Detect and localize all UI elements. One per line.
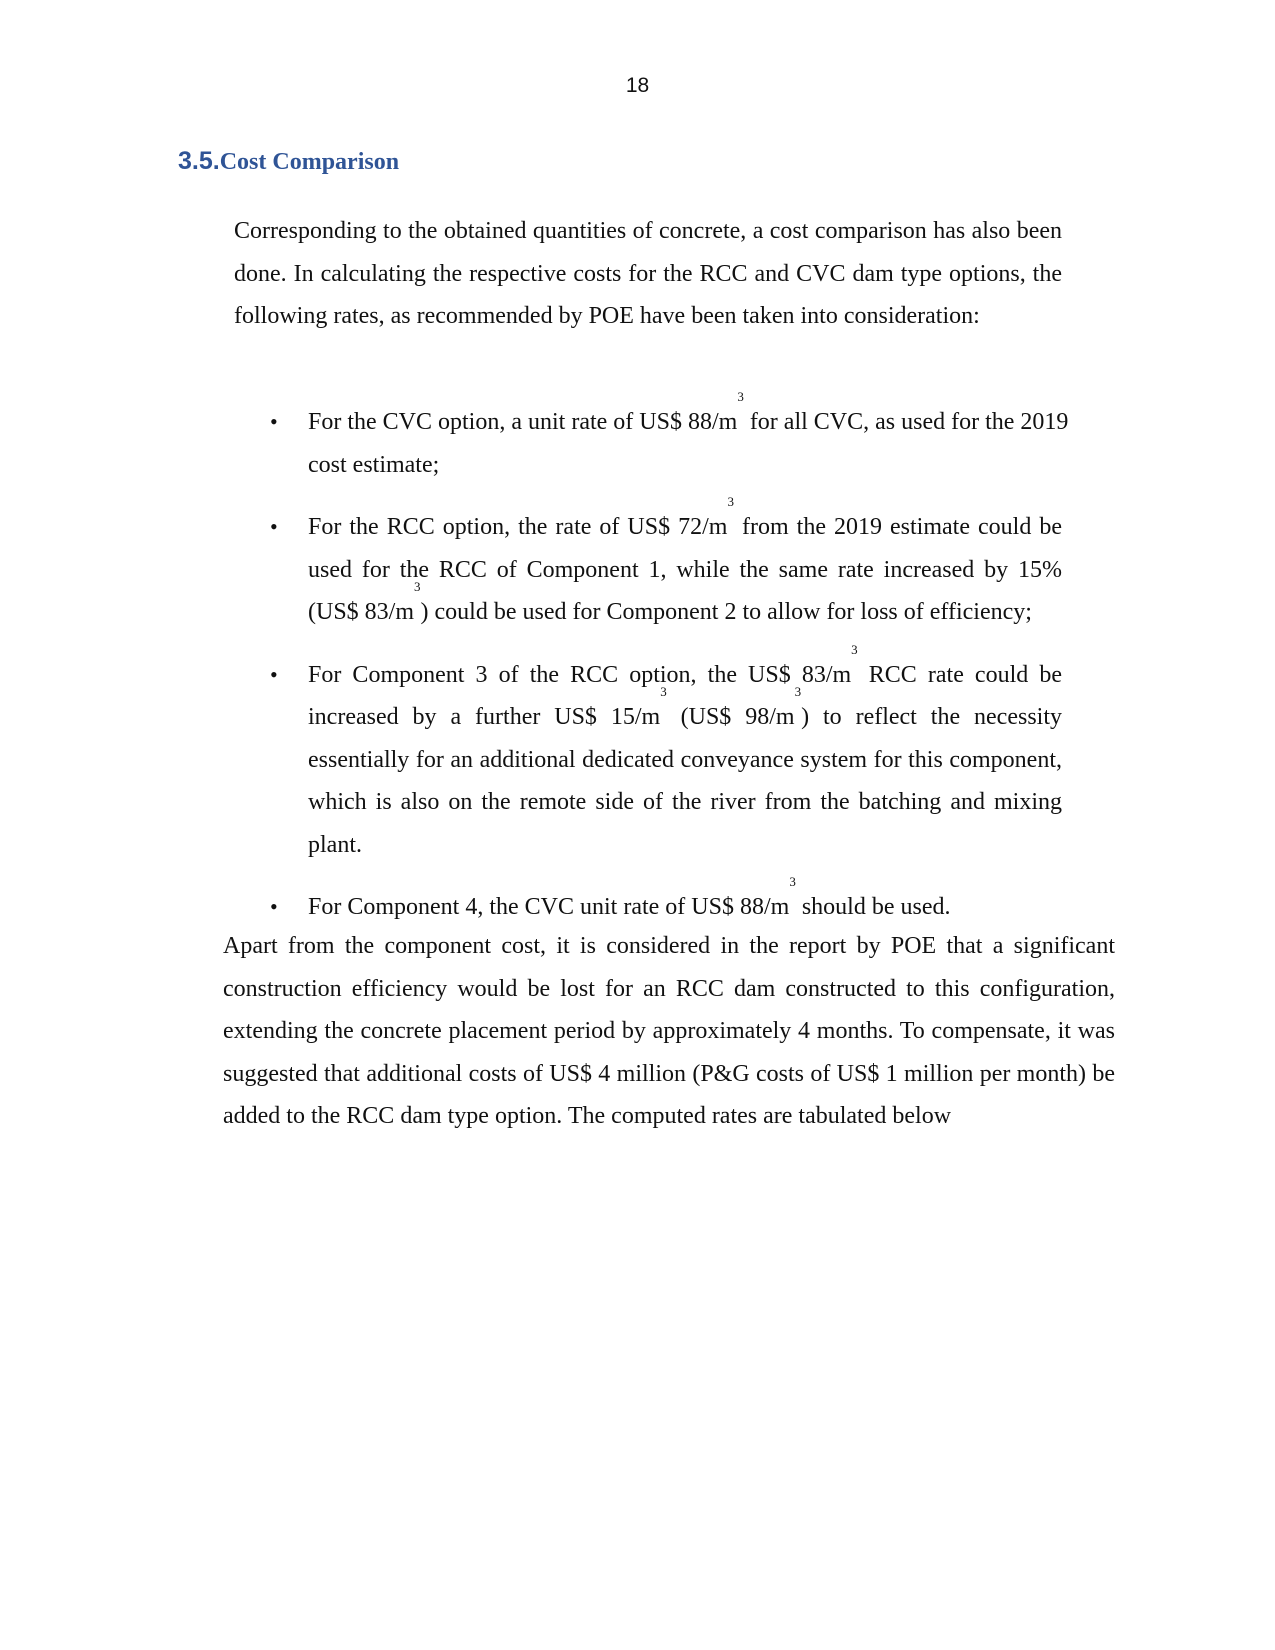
superscript: 3	[851, 641, 858, 657]
rate-text: ) to reflect the necessity essentially for an additional dedicated conveyance system for this component, which is also on the remote side of the river from the batching and mixing plant.	[308, 704, 1062, 858]
rate-text: For Component 4, the CVC unit rate of US$ 88/m	[308, 894, 790, 920]
rate-item-rcc-option	[234, 494, 1062, 634]
rate-text: ) could be used for Component 2 to allow for loss of efficiency;	[420, 599, 1032, 625]
bullet-icon: •	[270, 514, 278, 539]
rate-item-component-3	[234, 641, 1062, 867]
closing-paragraph: Apart from the component cost, it is considered in the report by POE that a significant construction efficiency would be lost for an RCC dam constructed to this configuration, extending the concrete placement period by approximately 4 months. To compensate, it was suggested that additional costs of US$ 4 million (P&G costs of US$ 1 million per month) be added to the RCC dam type option. The computed rates are tabulated below	[223, 933, 1115, 1129]
intro-paragraph: Corresponding to the obtained quantities of concrete, a cost comparison has also been done. In calculating the respective costs for the RCC and CVC dam type options, the following rates, as recommended by POE have been taken into consideration:	[234, 218, 1062, 329]
bullet-icon: •	[270, 409, 278, 434]
rate-text: from the 2019 estimate could be used for the RCC of Component 1, while the same rate increased by 15% (US$ 83/m	[308, 514, 1062, 625]
section-title: Cost Comparison	[219, 149, 400, 175]
rates-list	[234, 389, 1104, 949]
rate-item-component-4	[234, 874, 1104, 929]
rate-text: for all CVC, as used for the 2019 cost estimate;	[308, 409, 1069, 478]
section-heading	[178, 146, 399, 177]
rate-text: For the RCC option, the rate of US$ 72/m	[308, 514, 728, 540]
bullet-icon: •	[270, 894, 278, 919]
rate-text: should be used.	[795, 894, 951, 920]
page-number: 18	[625, 74, 650, 97]
superscript: 3	[737, 389, 744, 404]
rate-text: For Component 3 of the RCC option, the US$ 83/m	[308, 661, 852, 688]
superscript: 3	[727, 494, 734, 509]
superscript: 3	[794, 684, 802, 699]
rate-item-cvc-option	[234, 389, 1104, 486]
superscript: 3	[660, 684, 667, 699]
bullet-icon: •	[270, 661, 278, 687]
rate-text: (US$ 98/m	[666, 704, 795, 730]
superscript: 3	[789, 874, 796, 889]
rate-text: RCC rate could be increased by a further US$ 15/m	[308, 661, 1062, 730]
section-number: 3.5.	[178, 147, 220, 175]
rate-text: For the CVC option, a unit rate of US$ 88/m	[308, 409, 738, 435]
superscript: 3	[414, 579, 421, 594]
